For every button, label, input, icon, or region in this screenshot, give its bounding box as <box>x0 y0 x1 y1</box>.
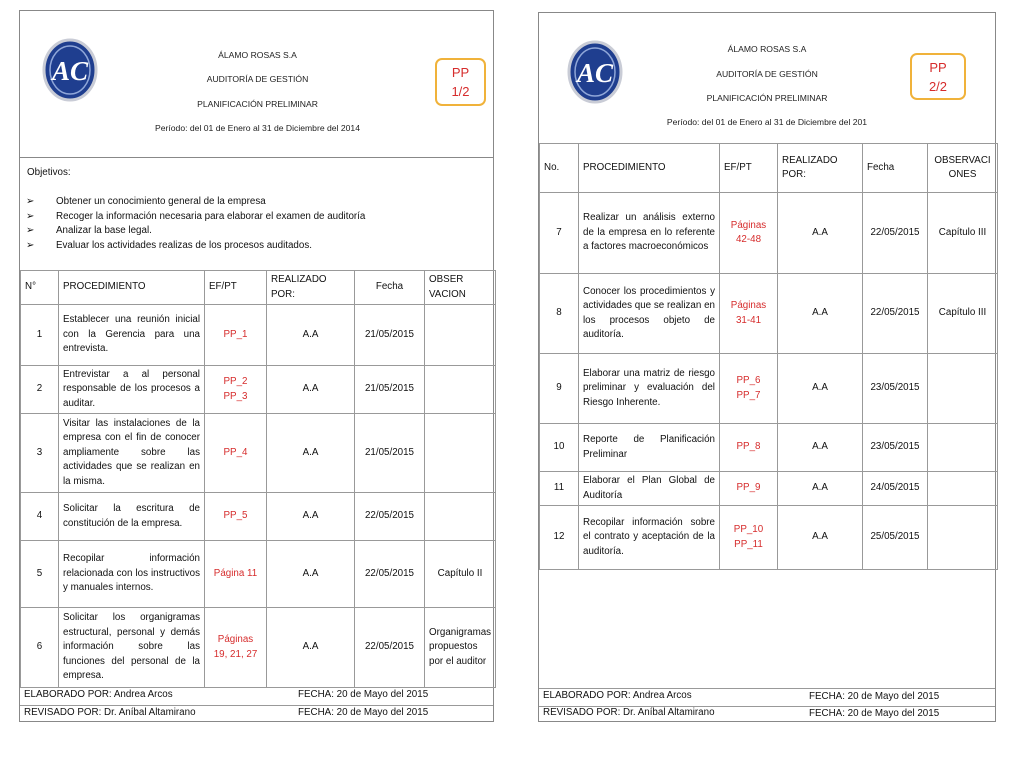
table-header <box>21 271 496 305</box>
svg-text:AC: AC <box>576 58 614 88</box>
sheet-footer <box>539 689 995 723</box>
reviewed-by: REVISADO POR: Dr. Aníbal Altamirano <box>24 707 196 718</box>
company-name: ÁLAMO ROSAS S.A <box>218 50 297 60</box>
arrow-bullet-icon: ➢ <box>26 239 35 251</box>
objectives-section <box>20 157 493 271</box>
svg-text:AC: AC <box>51 56 89 86</box>
col-done-by: REALIZADO POR: <box>267 271 355 305</box>
prepared-by: ELABORADO POR: Andrea Arcos <box>24 689 173 700</box>
table-row: 1 Establecer una reunión inicial con la Gerencia para una entrevista. PP_1 A.A 21/05/2015 <box>21 305 496 366</box>
plan-title: PLANIFICACIÓN PRELIMINAR <box>197 99 318 109</box>
table-row: 3 Visitar las instalaciones de la empresa con el fin de conocer ampliamente sobre las actividades que se realizan en la misma. PP_4 A.A 21/05/2015 <box>21 414 496 493</box>
col-done-by: REALIZADO POR: <box>778 144 863 193</box>
list-item: ➢ Analizar la base legal. <box>26 224 365 239</box>
procedures-table <box>20 270 496 688</box>
col-num: No. <box>540 144 579 193</box>
reviewed-by: REVISADO POR: Dr. Aníbal Altamirano <box>543 707 715 718</box>
list-item: ➢ Evaluar los actividades realizas de los procesos auditados. <box>26 239 365 254</box>
col-date: Fecha <box>863 144 928 193</box>
prepared-date: FECHA: 20 de Mayo del 2015 <box>809 691 940 702</box>
planning-sheet-1 <box>19 10 494 722</box>
col-date: Fecha <box>355 271 425 305</box>
table-row: 9 Elaborar una matriz de riesgo preliminar y evaluación del Riesgo Inherente. PP_6 PP_7 A.A 23/05/2015 <box>540 354 998 424</box>
sheet-header <box>20 11 493 158</box>
table-row: 11 Elaborar el Plan Global de Auditoría PP_9 A.A 24/05/2015 <box>540 472 998 506</box>
arrow-bullet-icon: ➢ <box>26 225 35 236</box>
table-row: 5 Recopilar información relacionada con los instructivos y manuales internos. Página 11 A.A 22/05/2015 Capítulo II <box>21 541 496 608</box>
reviewed-date: FECHA: 20 de Mayo del 2015 <box>298 707 429 718</box>
audit-title: AUDITORÍA DE GESTIÓN <box>206 74 309 84</box>
audit-title: AUDITORÍA DE GESTIÓN <box>716 69 818 79</box>
period-text: Período: del 01 de Enero al 31 de Diciembre del 201 <box>666 117 868 127</box>
table-row: 10 Reporte de Planificación Preliminar PP_8 A.A 23/05/2015 <box>540 424 998 472</box>
sheet-header <box>539 13 995 144</box>
table-row: 12 Recopilar información sobre el contrato y aceptación de la auditoría. PP_10 PP_11 A.A 25/05/2015 <box>540 506 998 570</box>
objectives-title: Objetivos: <box>27 167 71 178</box>
arrow-bullet-icon: ➢ <box>26 196 35 207</box>
table-row: 6 Solicitar los organigramas estructural, personal y demás información sobre las funciones del personal de la empresa. Páginas 19, 21, 27 A.A 22/05/2015 Organigramas propuestos por el auditor <box>21 608 496 688</box>
table-header <box>540 144 998 193</box>
col-observation: OBSERVACIONES <box>928 144 998 193</box>
company-name: ÁLAMO ROSAS S.A <box>727 44 807 54</box>
col-observation: OBSER VACION <box>425 271 496 305</box>
reviewed-date: FECHA: 20 de Mayo del 2015 <box>809 708 940 719</box>
plan-title: PLANIFICACIÓN PRELIMINAR <box>706 93 828 103</box>
col-efpt: EF/PT <box>720 144 778 193</box>
objectives-list <box>26 195 365 253</box>
table-row: 8 Conocer los procedimientos y actividades que se realizan en los procesos objeto de auditoría. Páginas 31-41 A.A 22/05/2015 Capítulo III <box>540 274 998 354</box>
col-procedure: PROCEDIMIENTO <box>579 144 720 193</box>
page-badge: PP 1/2 <box>435 58 486 106</box>
col-procedure: PROCEDIMIENTO <box>59 271 205 305</box>
sheet-footer <box>20 687 493 723</box>
col-num: N° <box>21 271 59 305</box>
col-efpt: EF/PT <box>205 271 267 305</box>
procedures-table <box>539 143 998 570</box>
prepared-by: ELABORADO POR: Andrea Arcos <box>543 690 692 701</box>
company-logo-icon <box>42 38 98 102</box>
planning-sheet-2 <box>538 12 996 722</box>
prepared-date: FECHA: 20 de Mayo del 2015 <box>298 689 429 700</box>
page-badge: PP 2/2 <box>910 53 966 100</box>
arrow-bullet-icon: ➢ <box>26 210 35 222</box>
list-item: ➢ Obtener un conocimiento general de la empresa <box>26 195 365 210</box>
list-item: ➢ Recoger la información necesaria para elaborar el examen de auditoría <box>26 210 365 225</box>
table-row: 2 Entrevistar a al personal responsable de los procesos a auditar. PP_2 PP_3 A.A 21/05/2015 <box>21 366 496 414</box>
table-row: 4 Solicitar la escritura de constitución de la empresa. PP_5 A.A 22/05/2015 <box>21 493 496 541</box>
period-text: Período: del 01 de Enero al 31 de Diciembre del 2014 <box>155 123 360 133</box>
table-row: 7 Realizar un análisis externo de la empresa en lo referente a factores macroeconómicos Páginas 42-48 A.A 22/05/2015 Capítulo III <box>540 193 998 274</box>
